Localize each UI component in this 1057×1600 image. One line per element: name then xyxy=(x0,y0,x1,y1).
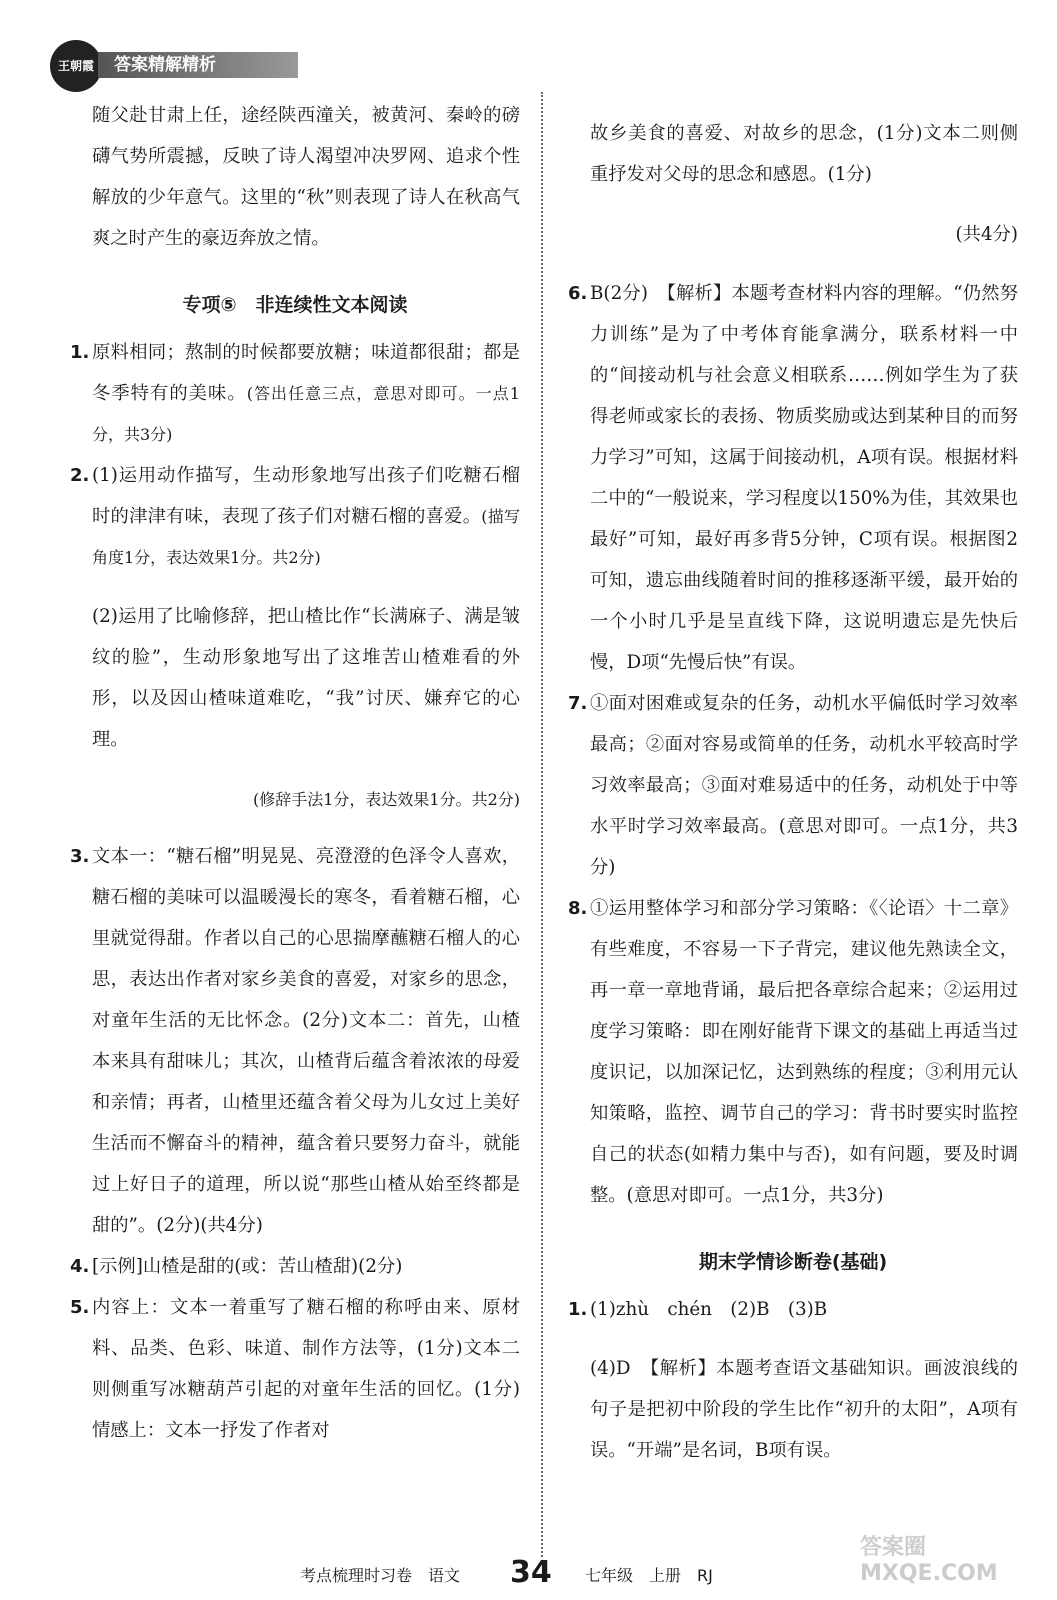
column-divider xyxy=(541,92,543,1557)
header-title: 答案精解精析 xyxy=(98,52,298,78)
page-header xyxy=(50,40,270,92)
answer-text: 原料相同；熬制的时候都要放糖；味道都很甜；都是冬季特有的美味。 xyxy=(92,342,520,404)
answer-text: (2)运用了比喻修辞，把山楂比作“长满麻子、满是皱纹的脸”，生动形象地写出了这堆苦山楂难看的外形，以及因山楂味道难吃，“我”讨厌、嫌弃它的心理。 xyxy=(92,606,520,751)
page-number: 34 xyxy=(510,1555,552,1590)
question-number: 1. xyxy=(70,342,90,363)
question-number: 6. xyxy=(568,282,588,304)
answer-text: [示例]山楂是甜的(或：苦山楂甜)(2分) xyxy=(92,1255,403,1277)
answer-item xyxy=(568,1289,1018,1330)
answer-text: (4)D 【解析】本题考查语文基础知识。画波浪线的句子是把初中阶段的学生比作“初升的太阳”，A项有误。“开端”是名词，B项有误。 xyxy=(590,1358,1018,1462)
answer-item xyxy=(568,683,1018,888)
left-column xyxy=(70,95,520,1451)
answer-text: 故乡美食的喜爱、对故乡的思念，(1分)文本二则侧重抒发对父母的思念和感恩。(1分) xyxy=(590,123,1018,186)
answer-item xyxy=(568,273,1018,683)
answer-text: (1)zhù chén (2)B (3)B xyxy=(590,1298,828,1320)
answer-item xyxy=(70,1287,520,1451)
intro-paragraph: 随父赴甘肃上任，途经陕西潼关，被黄河、秦岭的磅礴气势所震撼，反映了诗人渴望冲决罗网、追求个性解放的少年意气。这里的“秋”则表现了诗人在秋高气爽之时产生的豪迈奔放之情。 xyxy=(92,105,520,249)
score-note: (答出任意三点，意思对即可。一点1分，共3分) xyxy=(92,384,520,444)
footer-book-title: 考点梳理时习卷 语文 xyxy=(300,1566,461,1585)
answer-text: 内容上：文本一着重写了糖石榴的称呼由来、原材料、品类、色彩、味道、制作方法等，(1分)文本二则侧重写冰糖葫芦引起的对童年生活的回忆。(1分)情感上：文本一抒发了作者对 xyxy=(92,1296,520,1441)
score-note: (修辞手法1分，表达效果1分。共2分) xyxy=(252,789,520,809)
score-note: (共4分) xyxy=(955,223,1018,245)
section-title: 期末学情诊断卷(基础) xyxy=(698,1250,888,1273)
answer-text: B(2分) 【解析】本题考查材料内容的理解。“仍然努力训练”是为了中考体育能拿满分，联系材料一中的“间接动机与社会意义相联系……例如学生为了获得老师或家长的表扬、物质奖励或达到某种目的而努力学习”可知，这属于间接动机，A项有误。根据材料二中的“一般说来，学习程度以150%为佳，其效果也最好”可知，最好再多背5分钟，C项有误。根据图2可知，遗忘曲线随着时间的推移逐渐平缓，最开始的一个小时几乎是呈直线下降，这说明遗忘是先快后慢，D项“先慢后快”有误。 xyxy=(590,282,1018,673)
brand-logo: 王朝霞 xyxy=(50,40,102,92)
answer-item xyxy=(70,332,520,455)
score-note: (描写角度1分，表达效果1分。共2分) xyxy=(92,507,521,567)
question-number: 3. xyxy=(70,845,90,867)
section-title: 专项⑤ 非连续性文本阅读 xyxy=(182,294,408,316)
watermark: 答案圈 MXQE.COM xyxy=(860,1535,998,1586)
answer-item xyxy=(70,836,520,1246)
question-number: 2. xyxy=(70,465,90,486)
footer-grade: 七年级 上册 RJ xyxy=(585,1566,713,1585)
answer-text: (1)运用动作描写，生动形象地写出孩子们吃糖石榴时的津津有味，表现了孩子们对糖石榴的喜爱。 xyxy=(92,465,520,527)
question-number: 4. xyxy=(70,1255,90,1277)
question-number: 1. xyxy=(568,1298,588,1320)
question-number: 8. xyxy=(568,897,588,919)
question-number: 5. xyxy=(70,1296,90,1318)
answer-text: ①面对困难或复杂的任务，动机水平偏低时学习效率最高；②面对容易或简单的任务，动机水平较高时学习效率最高；③面对难易适中的任务，动机处于中等水平时学习效率最高。(意思对即可。一点1分，共3分) xyxy=(590,692,1018,878)
answer-text: ①运用整体学习和部分学习策略：《〈论语〉十二章》有些难度，不容易一下子背完，建议他先熟读全文，再一章一章地背诵，最后把各章综合起来；②运用过度学习策略：即在刚好能背下课文的基础上再适当过度识记，以加深记忆，达到熟练的程度；③利用元认知策略，监控、调节自己的学习：背书时要实时监控自己的状态(如精力集中与否)，如有问题，要及时调整。(意思对即可。一点1分，共3分) xyxy=(590,897,1018,1206)
right-column xyxy=(568,95,1018,1489)
answer-item xyxy=(568,888,1018,1216)
question-number: 7. xyxy=(568,692,588,714)
answer-item xyxy=(70,455,520,578)
answer-item xyxy=(70,1246,520,1287)
answer-text: 文本一：“糖石榴”明晃晃、亮澄澄的色泽令人喜欢，糖石榴的美味可以温暖漫长的寒冬，看着糖石榴，心里就觉得甜。作者以自己的心思揣摩蘸糖石榴人的心思，表达出作者对家乡美食的喜爱，对家乡的思念，对童年生活的无比怀念。(2分)文本二：首先，山楂本来具有甜味儿；其次，山楂背后蕴含着浓浓的母爱和亲情；再者，山楂里还蕴含着父母为儿女过上美好生活而不懈奋斗的精神，蕴含着只要努力奋斗，就能过上好日子的道理，所以说“那些山楂从始至终都是甜的”。(2分)(共4分) xyxy=(92,845,520,1236)
